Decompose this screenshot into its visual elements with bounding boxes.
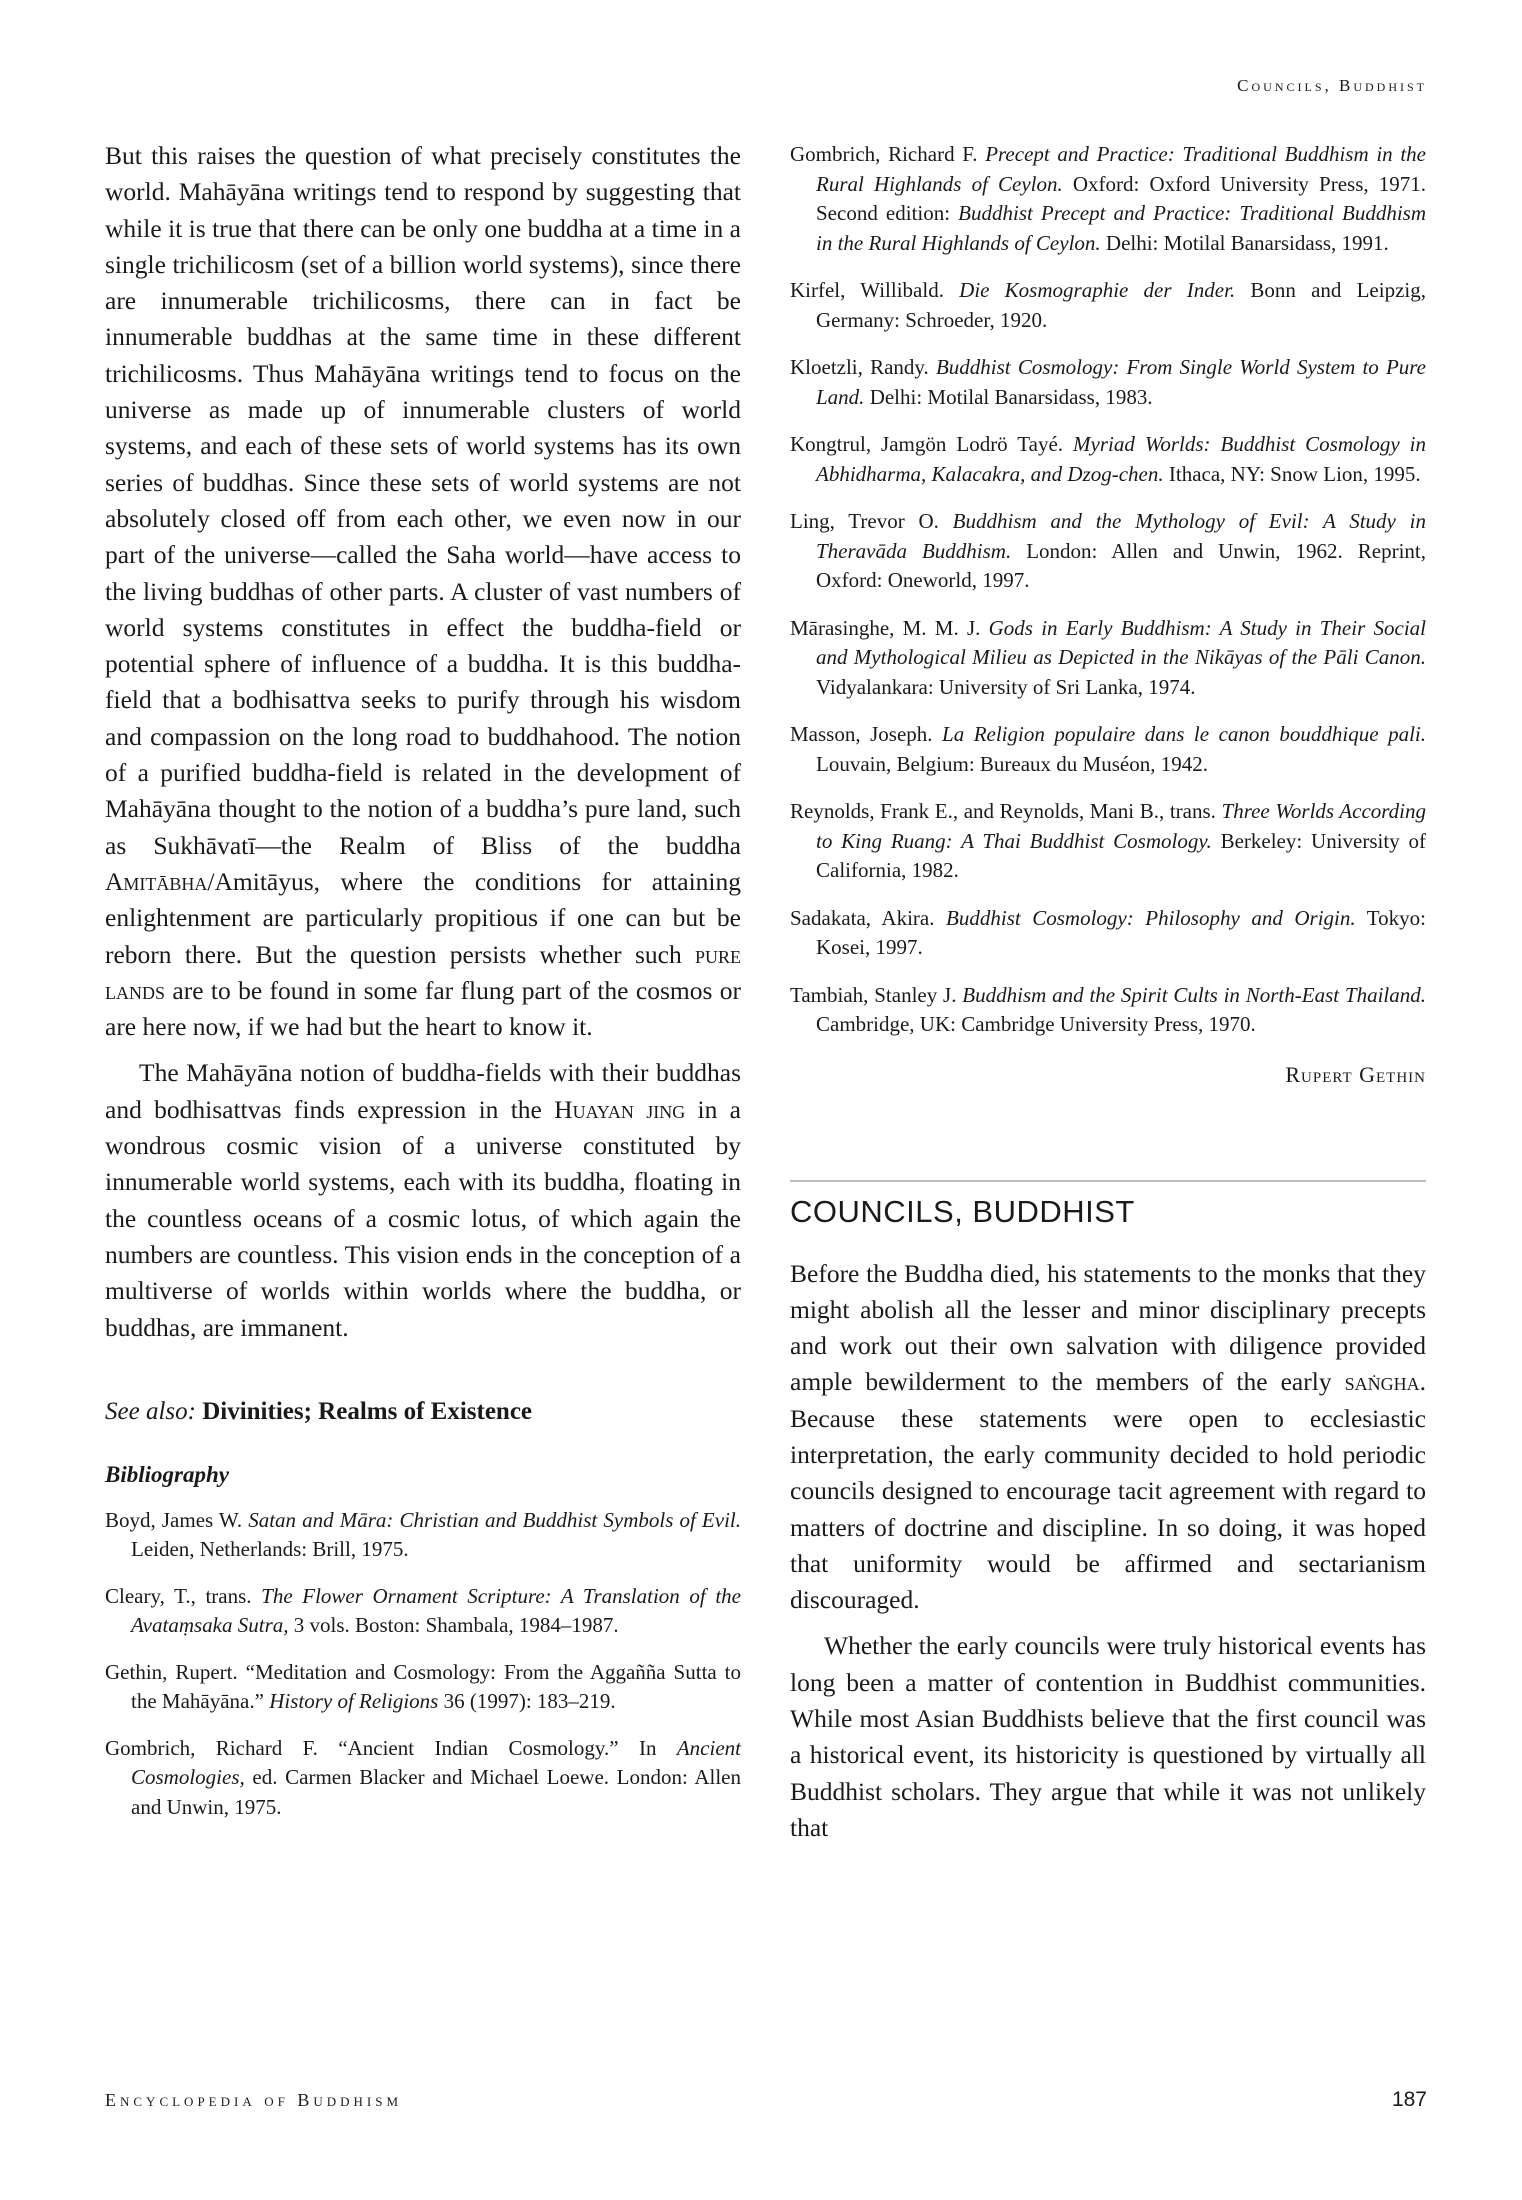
right-column	[790, 140, 1426, 1846]
see-also-links[interactable]: Divinities; Realms of Existence	[202, 1397, 533, 1425]
left-paragraph-2	[105, 1055, 741, 1345]
bib-entry: Mārasinghe, M. M. J. Gods in Early Buddhism: A Study in Their Social and Mythological Milieu as Depicted in the Nikāyas of the Pāli Canon. Vidyalankara: University of Sri Lanka, 1974.	[790, 615, 1426, 699]
right-paragraph-2: Whether the early councils were truly historical events has long been a matter of contention in Buddhist communities. While most Asian Buddhists believe that the first council was a historical event, its historicity is questioned by virtually all Buddhist scholars. They argue that while it was not unlikely that	[790, 1631, 1426, 1842]
cross-ref-huayan-jing[interactable]: Huayan jing	[554, 1094, 686, 1124]
running-head: Councils, Buddhist	[1237, 76, 1427, 95]
bib-entry: Gethin, Rupert. “Meditation and Cosmology: From the Aggañña Sutta to the Mahāyāna.” History of Religions 36 (1997): 183–219.	[105, 1659, 741, 1714]
bib-entry: Kloetzli, Randy. Buddhist Cosmology: From Single World System to Pure Land. Delhi: Motilal Banarsidass, 1983.	[790, 355, 1426, 409]
text-run: The Mahāyāna notion of buddha-fields with their buddhas and bodhisattvas finds expression in the	[105, 1058, 741, 1124]
cross-ref-sangha[interactable]: saṅgha	[1344, 1367, 1420, 1397]
text-run: But this raises the question of what precisely constitutes the world. Mahāyāna writings tend to respond by suggesting that while it is true that there can be only one buddha at a time in a single trichilicosm (set of a billion world systems), since there are innumerable trichilicosms, there can in fact be innumerable buddhas at the same time in these different trichilicosms. Thus Mahāyāna writings tend to focus on the universe as made up of innumerable clusters of world systems, and each of these sets of world systems has its own series of buddhas. Since these sets of world systems are not absolutely closed off from each other, we even now in our part of the universe—called the Saha world—have access to the living buddhas of other parts. A cluster of vast numbers of world systems constitutes in effect the buddha-field or potential sphere of influence of a buddha. It is this buddha-field that a bodhisattva seeks to purify through his wisdom and compassion on the long road to buddhahood. The notion of a purified buddha-field is related in the development of Mahāyāna thought to the notion of a buddha’s pure land, such as Sukhāvatī—the Realm of Bliss of the buddha	[105, 141, 741, 860]
see-also-label: See also:	[105, 1397, 196, 1425]
bib-entry: Gombrich, Richard F. Precept and Practice: Traditional Buddhism in the Rural Highlands of Ceylon. Oxford: Oxford University Press, 1971. Second edition: Buddhist Precept and Practice: Traditional Buddhism in the Rural Highlands of Ceylon. Delhi: Motilal Banarsidass, 1991.	[790, 142, 1427, 255]
cross-ref-pure-lands[interactable]: pure lands	[105, 939, 741, 1005]
section-title: COUNCILS, BUDDHIST	[790, 1193, 1135, 1229]
footer-book-title: Encyclopedia of Buddhism	[105, 2090, 403, 2110]
bib-entry: Boyd, James W. Satan and Māra: Christian and Buddhist Symbols of Evil. Leiden, Netherlands: Brill, 1975.	[105, 1507, 741, 1562]
see-also	[105, 1398, 741, 1426]
bib-entry: Cleary, T., trans. The Flower Ornament Scripture: A Translation of the Avataṃsaka Sutra, 3 vols. Boston: Shambala, 1984–1987.	[105, 1583, 741, 1638]
text-run: . Because these statements were open to ecclesiastic interpretation, the early community decided to hold periodic councils designed to encourage tacit agreement with regard to matters of doctrine and discipline. In so doing, it was hoped that uniformity would be affirmed and sectarianism discouraged.	[790, 1367, 1426, 1615]
section-divider	[790, 1180, 1426, 1182]
text-run: are to be found in some far flung part of the cosmos or are here now, if we had but the heart to know it.	[105, 975, 741, 1042]
bib-entry: Kirfel, Willibald. Die Kosmographie der Inder. Bonn and Leipzig, Germany: Schroeder, 1920.	[790, 278, 1426, 332]
right-paragraph-1	[790, 1256, 1426, 1619]
bib-entry: Reynolds, Frank E., and Reynolds, Mani B., trans. Three Worlds According to King Ruang: A Thai Buddhist Cosmology. Berkeley: University of California, 1982.	[790, 799, 1427, 882]
bib-entry: Gombrich, Richard F. “Ancient Indian Cosmology.” In Ancient Cosmologies, ed. Carmen Blacker and Michael Loewe. London: Allen and Unwin, 1975.	[105, 1735, 741, 1819]
bib-entry: Sadakata, Akira. Buddhist Cosmology: Philosophy and Origin. Tokyo: Kosei, 1997.	[790, 905, 1426, 959]
bib-entry: Kongtrul, Jamgön Lodrö Tayé. Myriad Worlds: Buddhist Cosmology in Abhidharma, Kalacakra, and Dzog-chen. Ithaca, NY: Snow Lion, 1995.	[790, 432, 1426, 486]
bib-entry: Tambiah, Stanley J. Buddhism and the Spirit Cults in North-East Thailand. Cambridge, UK: Cambridge University Press, 1970.	[790, 982, 1426, 1036]
cross-ref-amitabha[interactable]: Amitābha	[105, 866, 208, 896]
bib-entry: Ling, Trevor O. Buddhism and the Mythology of Evil: A Study in Theravāda Buddhism. London: Allen and Unwin, 1962. Reprint, Oxford: Oneworld, 1997.	[790, 509, 1426, 592]
text-run: Before the Buddha died, his statements to the monks that they might abolish all the lesser and minor disciplinary precepts and work out their own salvation with diligence provided ample bewilderment to the members of the early	[790, 1258, 1426, 1397]
text-run: in a wondrous cosmic vision of a universe constituted by innumerable world systems, each with its buddha, floating in the countless oceans of a cosmic lotus, of which again the numbers are countless. This vision ends in the conception of a multiverse of worlds within worlds where the buddha, or buddhas, are immanent.	[105, 1094, 741, 1342]
author-signature: Rupert Gethin	[1285, 1061, 1426, 1087]
text-run: /Amitāyus, where the conditions for attaining enlightenment are particularly propitious if one can but be reborn there. But the question persists whether such	[105, 866, 741, 969]
left-column	[105, 138, 741, 1839]
bibliography-heading: Bibliography	[105, 1461, 229, 1487]
bib-entry: Masson, Joseph. La Religion populaire dans le canon bouddhique pali. Louvain, Belgium: Bureaux du Muséon, 1942.	[790, 722, 1426, 776]
left-paragraph-1	[105, 138, 741, 1045]
page-number: 187	[1391, 2088, 1427, 2111]
